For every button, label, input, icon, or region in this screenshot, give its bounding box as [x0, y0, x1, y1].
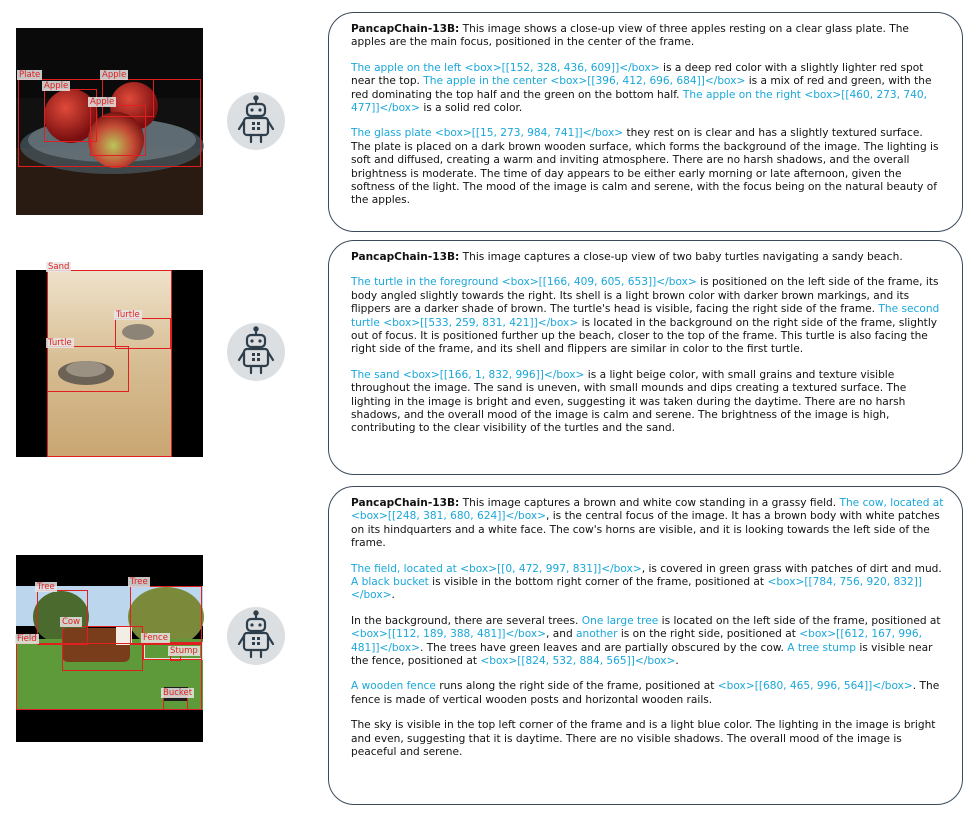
caption-paragraph: In the background, there are several trees. One large tree is located on the left side of the frame, positioned at <box>[[112, 189, 388, 481]]</box>, and another is on the right side, positioned at <box>[[612, 167, 996, 481]]</box>. The trees have green leaves and are partially obscured by the cow. A tree stump is visible near the fence, positioned at <box>[[824, 532, 884, 565]]</box>.	[351, 614, 941, 668]
label-bucket: Bucket	[163, 688, 193, 698]
caption-paragraph: A wooden fence runs along the right side of the frame, positioned at <box>[[680, 465, 996, 564]]</box>. The fence is made of vertical wooden posts and horizontal wooden rails.	[351, 680, 940, 706]
label-turtle-foreground: Turtle	[48, 338, 72, 348]
caption-intro: PancapChain-13B: This image captures a brown and white cow standing in a grassy field. The cow, located at <box>[[248, 381, 680, 624]]</box>, is the central focus of the image. It has a brown body with white patches on its hindquarters and a white face. The cow's horns are visible, and it is looking towards the left side of the frame.	[351, 497, 944, 550]
caption-text	[351, 497, 944, 772]
label-apple-left: Apple	[44, 81, 69, 91]
bbox-cow	[62, 626, 143, 671]
label-fence: Fence	[143, 633, 168, 643]
caption-intro: PancapChain-13B: This image captures a close-up view of two baby turtles navigating a sandy beach.	[351, 251, 903, 263]
label-stump: Stump	[170, 646, 198, 656]
cow-image	[16, 555, 203, 742]
model-name: PancapChain-13B	[351, 23, 456, 35]
caption-bubble-apples	[328, 12, 963, 232]
label-apple-center: Apple	[90, 97, 115, 107]
robot-icon	[226, 606, 286, 666]
caption-bubble-turtles	[328, 240, 963, 475]
caption-paragraph: The turtle in the foreground <box>[[166, 409, 605, 653]]</box> is positioned on the left side of the frame, its body angled slightly towards the right. Its shell is a light brown color with darker brown markings, and its flippers are a darker shade of brown. The turtle's head is visible, facing the right side of the frame. The second turtle <box>[[533, 259, 831, 421]]</box> is located in the background on the right side of the frame, slightly out of focus. It is positioned further up the beach, closer to the top of the frame. This turtle is also facing the right side of the frame, and its shell and flippers are similar in color to the first turtle.	[351, 276, 940, 356]
bbox-turtle-foreground	[47, 346, 129, 392]
bbox-apple-center	[90, 105, 146, 156]
model-name: PancapChain-13B	[351, 251, 456, 263]
caption-paragraph: The sand <box>[[166, 1, 832, 996]]</box> is a light beige color, with small grains and texture visible throughout the image. The sand is uneven, with small mounds and dips creating a textured surface. The lighting in the image is bright and even, suggesting it was taken during the daytime. There are no harsh shadows, and the overall mood of the image is calm and serene. The brightness of the image is high, contributing to the clear visibility of the turtles and the sand.	[351, 368, 907, 435]
robot-icon	[226, 322, 286, 382]
caption-bubble-cow	[328, 486, 963, 805]
caption-text	[351, 251, 944, 448]
label-cow: Cow	[62, 617, 81, 627]
caption-paragraph: The apple on the left <box>[[152, 328, 436, 609]]</box> is a deep red color with a slightly lighter red spot near the top. The apple in the center <box>[[396, 412, 696, 684]]</box> is a mix of red and green, with the red dominating the top half and the green on the bottom half. The apple on the right <box>[[460, 273, 740, 477]]</box> is a solid red color.	[351, 61, 932, 115]
caption-intro: PancapChain-13B: This image shows a close-up view of three apples resting on a clear glass plate. The apples are the main focus, positioned in the center of the frame.	[351, 23, 909, 49]
apples-image	[16, 28, 203, 215]
label-apple-right: Apple	[102, 70, 127, 80]
turtles-image	[16, 262, 203, 457]
label-tree-right: Tree	[130, 577, 148, 587]
bbox-bucket	[163, 696, 188, 710]
label-field: Field	[17, 634, 37, 644]
caption-paragraph: The field, located at <box>[[0, 472, 997, 831]]</box>, is covered in green grass with patches of dirt and mud. A black bucket is visible in the bottom right corner of the frame, positioned at <box>[[784, 756, 920, 832]]</box>.	[351, 562, 942, 602]
bbox-turtle-background	[115, 318, 171, 349]
caption-paragraph: The sky is visible in the top left corner of the frame and is a light blue color. The lighting in the image is bright and even, suggesting that it is daytime. There are no visible shadows. The overall mood of the image is peaceful and serene.	[351, 719, 936, 759]
label-turtle-background: Turtle	[116, 310, 140, 320]
label-plate: Plate	[19, 70, 41, 80]
label-tree-left: Tree	[37, 582, 55, 592]
model-name: PancapChain-13B	[351, 497, 456, 509]
robot-icon	[226, 91, 286, 151]
caption-text	[351, 23, 944, 220]
label-sand: Sand	[48, 262, 70, 272]
caption-paragraph: The glass plate <box>[[15, 273, 984, 741]]</box> they rest on is clear and has a slightly textured surface. The plate is placed on a dark brown wooden surface, which forms the background of the image. The lighting is soft and diffused, creating a warm and inviting atmosphere. There are no harsh shadows, and the overall brightness is moderate. The time of day appears to be either early morning or late afternoon, given the softness of the light. The mood of the image is calm and serene, with the focus being on the natural beauty of the apples.	[351, 127, 939, 207]
